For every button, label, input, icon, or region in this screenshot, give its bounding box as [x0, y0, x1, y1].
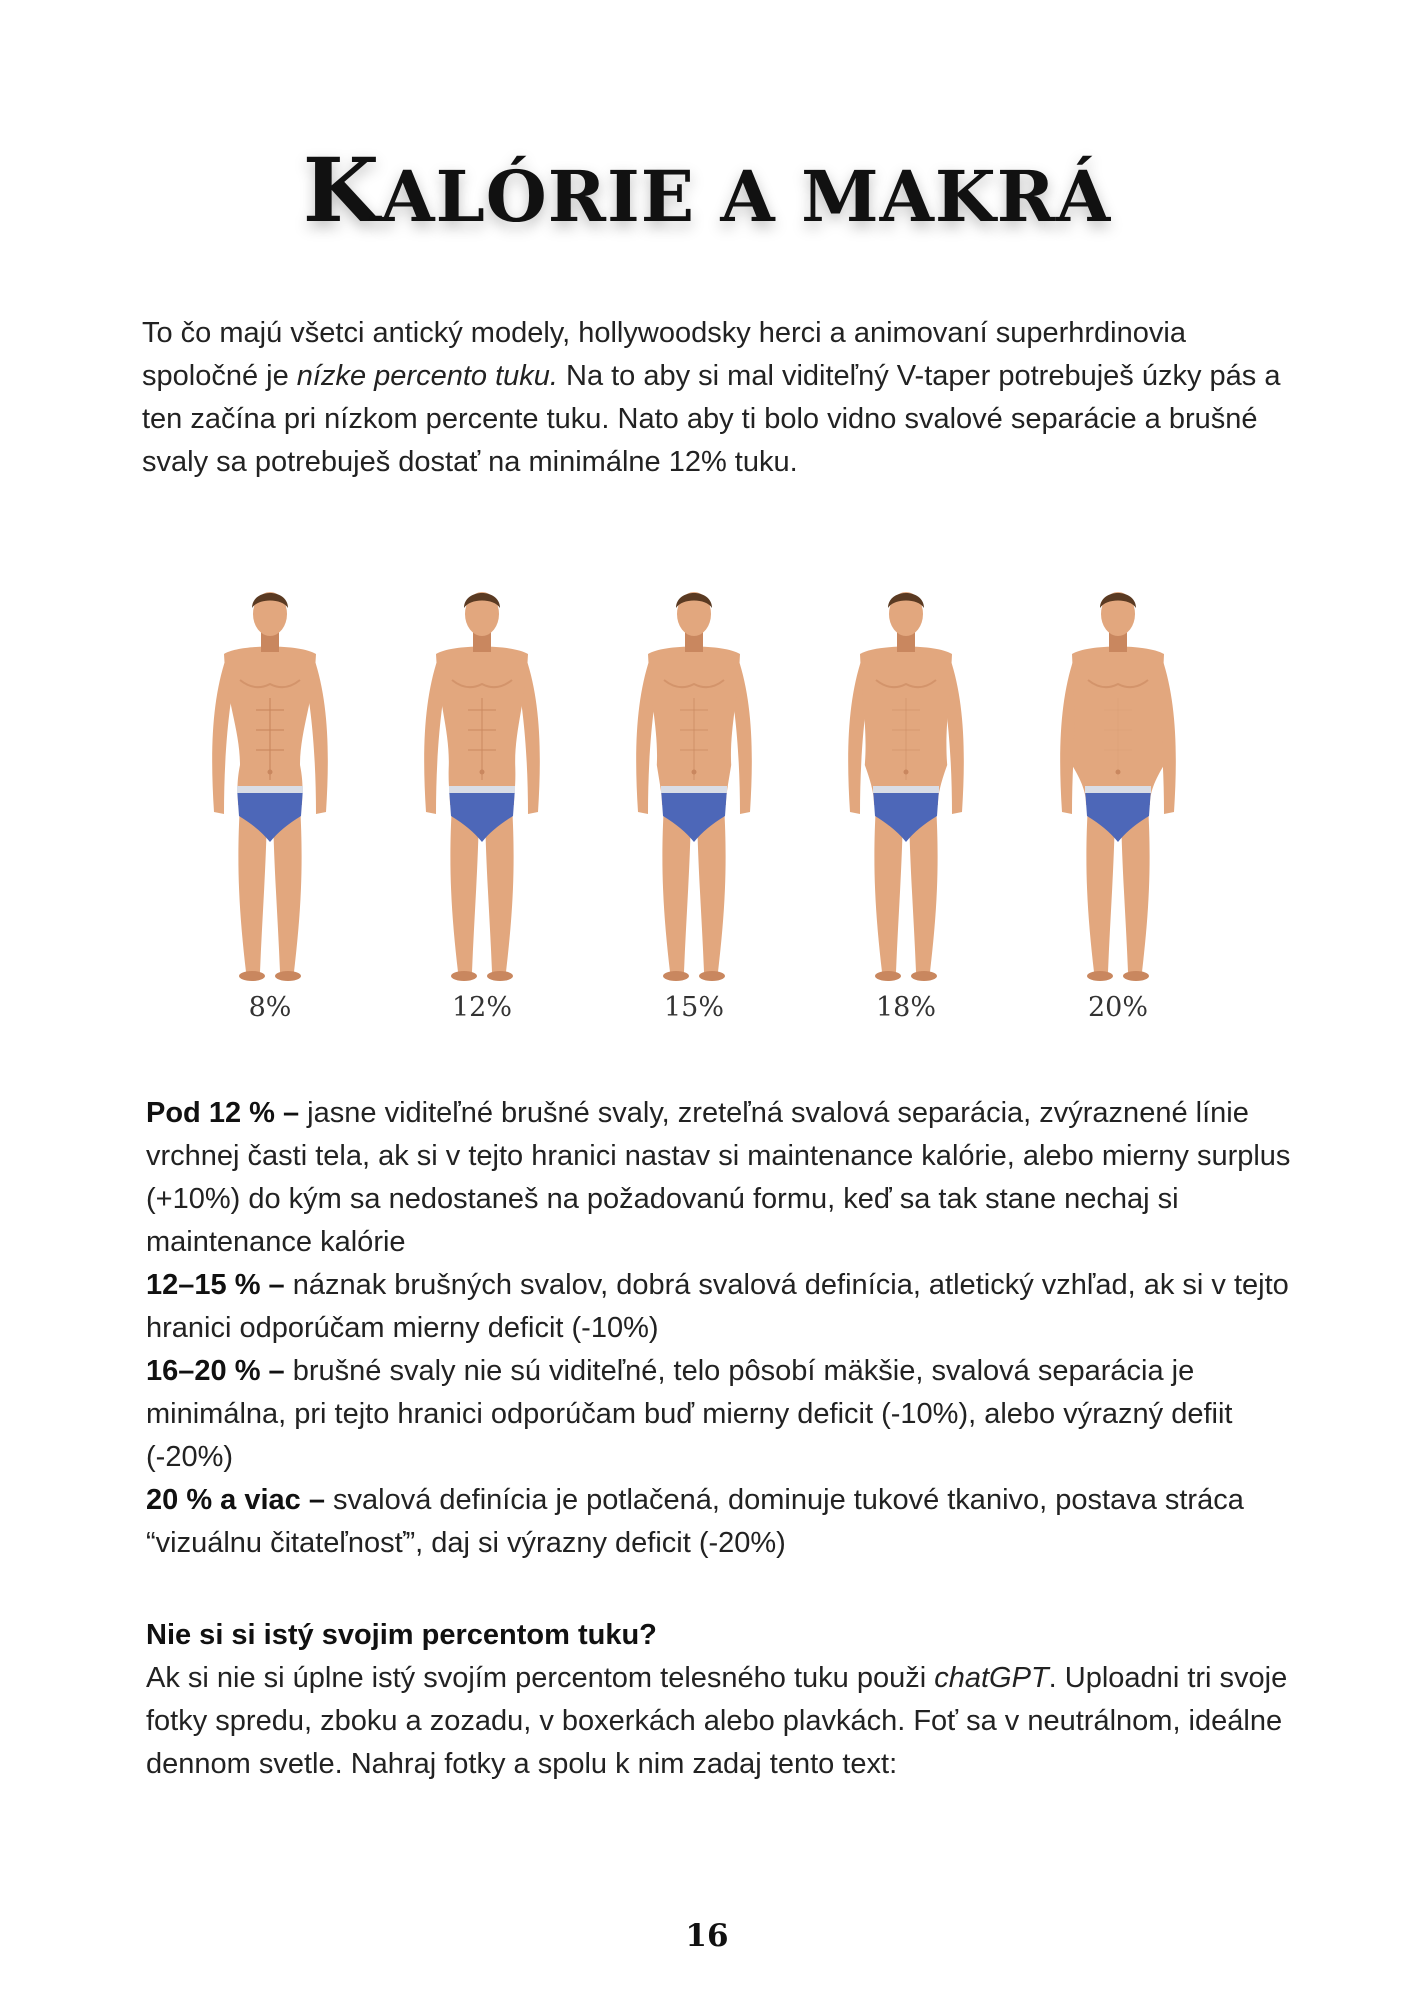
navel [904, 770, 909, 775]
level-item [146, 1350, 1296, 1479]
left-foot [875, 971, 901, 981]
briefs-waistband [449, 786, 515, 793]
question-heading: Nie si si istý svojim percentom tuku? [146, 1619, 657, 1651]
left-foot [451, 971, 477, 981]
chatgpt-emphasis: chatGPT [934, 1662, 1049, 1694]
level-description: jasne viditeľné brušné svaly, zreteľná svalová separácia, zvýraznené línie vrchnej časti tela, ak si v tejto hranici nastav si maintenance kalórie, alebo mierny surplus (+10%) do kým sa nedostaneš na požadovanú formu, keď sa tak stane nechaj si maintenance kalórie [146, 1097, 1291, 1258]
page-title [0, 138, 1414, 242]
right-foot [487, 971, 513, 981]
body-figure-illustration [412, 580, 552, 990]
left-foot [1087, 971, 1113, 981]
body-fat-levels [146, 1092, 1296, 1565]
question-body-before: Ak si nie si úplne istý svojím percentom telesného tuku použi [146, 1662, 935, 1694]
right-foot [1123, 971, 1149, 981]
navel [268, 770, 273, 775]
body-fat-percent-label: 18% [875, 992, 936, 1023]
body-fat-percent-label: 12% [451, 992, 512, 1023]
right-foot [699, 971, 725, 981]
page-number: 16 [685, 1918, 729, 1954]
title-rest: ALÓRIE A MAKRÁ [380, 155, 1112, 238]
right-foot [911, 971, 937, 981]
navel [480, 770, 485, 775]
level-description: náznak brušných svalov, dobrá svalová definícia, atletický vzhľad, ak si v tejto hranici odporúčam mierny deficit (-10%) [146, 1269, 1289, 1344]
level-range: 12–15 % – [146, 1269, 285, 1301]
briefs-waistband [873, 786, 939, 793]
body-figure-illustration [836, 580, 976, 990]
briefs-waistband [661, 786, 727, 793]
level-item [146, 1479, 1296, 1565]
level-item [146, 1092, 1296, 1264]
body-figure-illustration [624, 580, 764, 990]
level-item [146, 1264, 1296, 1350]
body-fat-figure [1048, 580, 1188, 1030]
right-foot [275, 971, 301, 981]
navel [692, 770, 697, 775]
body-fat-figure [200, 580, 340, 1030]
body-fat-figure [836, 580, 976, 1030]
body-figure-illustration [1048, 580, 1188, 990]
question-section [146, 1614, 1296, 1786]
body-figure-illustration [200, 580, 340, 990]
body-fat-percent-label: 15% [663, 992, 724, 1023]
intro-paragraph [142, 312, 1282, 484]
question-body [146, 1657, 1296, 1786]
navel [1116, 770, 1121, 775]
body-fat-figure-row [200, 580, 1220, 1030]
level-range: Pod 12 % – [146, 1097, 300, 1129]
title-capital: K [302, 138, 381, 242]
briefs-waistband [237, 786, 303, 793]
left-foot [663, 971, 689, 981]
level-description: svalová definícia je potlačená, dominuje tukové tkanivo, postava stráca “vizuálnu čitateľnosť”, daj si výrazny deficit (-20%) [146, 1484, 1244, 1559]
intro-emphasis: nízke percento tuku. [296, 360, 558, 392]
body-fat-figure [412, 580, 552, 1030]
intro-text-before: To čo majú všetci antický modely, hollywoodsky herci a animovaní superhrdinovia spoločné je [142, 317, 1186, 392]
body-fat-percent-label: 20% [1087, 992, 1148, 1023]
left-foot [239, 971, 265, 981]
briefs-waistband [1085, 786, 1151, 793]
level-description: brušné svaly nie sú viditeľné, telo pôsobí mäkšie, svalová separácia je minimálna, pri tejto hranici odporúčam buď mierny deficit (-10%), alebo výrazný defiit (-20%) [146, 1355, 1233, 1473]
body-fat-figure [624, 580, 764, 1030]
intro-text-after: Na to aby si mal viditeľný V-taper potrebuješ úzky pás a ten začína pri nízkom percente tuku. Nato aby ti bolo vidno svalové separácie a brušné svaly sa potrebuješ dostať na minimálne 12% tuku. [142, 360, 1281, 478]
level-range: 16–20 % – [146, 1355, 285, 1387]
body-fat-percent-label: 8% [248, 992, 292, 1023]
level-range: 20 % a viac – [146, 1484, 325, 1516]
question-body-after: . Uploadni tri svoje fotky spredu, zboku a zozadu, v boxerkách alebo plavkách. Foť sa v neutrálnom, ideálne dennom svetle. Nahraj fotky a spolu k nim zadaj tento text: [146, 1662, 1288, 1780]
